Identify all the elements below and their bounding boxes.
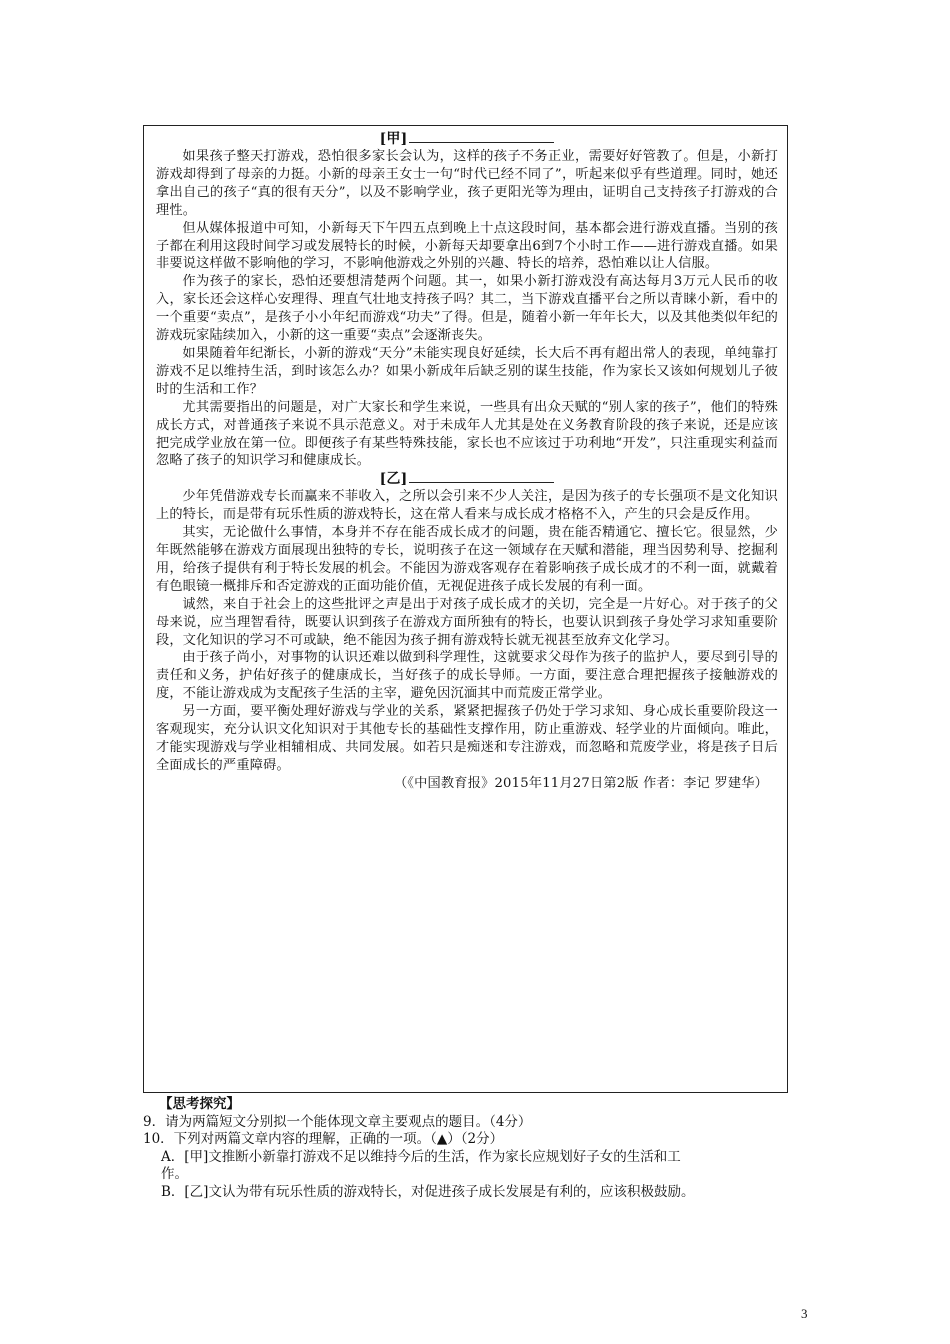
jia-paragraph-5: 尤其需要指出的问题是，对广大家长和学生来说，一些具有出众天赋的“别人家的孩子”，他们的特殊成长方式，对普通孩子来说不具示范意义。对于未成年人尤其是处在义务教育阶段的孩子来说，还是应该把完成学业放在第一位。即便孩子有某些特殊技能，家长也不应该过于功利地“开发”，只注重现实利益而忽略了孩子的知识学习和健康成长。 [156, 399, 778, 469]
section-jia-heading: [甲] [156, 130, 778, 148]
option-b-text: B．[乙]文认为带有玩乐性质的游戏特长，对促进孩子成长发展是有利的，应该积极鼓励。 [161, 1183, 695, 1200]
option-a-text-cont: 作。 [161, 1166, 188, 1183]
title-blank-jia[interactable] [409, 130, 554, 143]
source-citation: （《中国教育报》2015年11月27日第2版 作者：李记 罗建华） [393, 775, 768, 791]
passage-text [156, 130, 778, 793]
page-number: 3 [801, 1306, 808, 1321]
yi-paragraph-5: 另一方面，要平衡处理好游戏与学业的关系，紧紧把握孩子仍处于学习求知、身心成长重要阶段这一客观现实，充分认识文化知识对于其他专长的基础性支撑作用，防止重游戏、轻学业的片面倾向。唯此，才能实现游戏与学业相辅相成、共同发展。如若只是痴迷和专注游戏，而忽略和荒废学业，将是孩子日后全面成长的严重障碍。 [156, 704, 778, 773]
yi-paragraph-4: 由于孩子尚小，对事物的认识还难以做到科学理性，这就要求父母作为孩子的监护人，要尽到引导的责任和义务，护佑好孩子的健康成长，当好孩子的成长导师。一方面，要注意合理把握孩子接触游戏的度，不能让游戏成为支配孩子生活的主宰，避免因沉湎其中而荒废正常学业。 [156, 650, 778, 702]
question-9: 9．请为两篇短文分别拟一个能体现文章主要观点的题目。（4分） [143, 1113, 532, 1130]
jia-paragraph-3: 作为孩子的家长，恐怕还要想清楚两个问题。其一，如果小新打游戏没有高达每月3万元人民币的收入，家长还会这样心安理得、理直气壮地支持孩子吗？其二，当下游戏直播平台之所以青睐小新，看中的一个重要“卖点”，是孩子小小年纪而游戏“功夫”了得。但是，随着小新一年年长大，以及其他类似年纪的游戏玩家陆续加入，小新的这一重要“卖点”会逐渐丧失。 [156, 274, 778, 344]
title-blank-yi[interactable] [409, 470, 554, 483]
option-a[interactable] [143, 1149, 823, 1184]
question-10: 10．下列对两篇文章内容的理解，正确的一项。（▲）（2分） [143, 1131, 504, 1148]
jia-paragraph-1: 如果孩子整天打游戏，恐怕很多家长会认为，这样的孩子不务正业，需要好好管教了。但是，小新打游戏却得到了母亲的力挺。小新的母亲王女士一句“时代已经不同了”，听起来似乎有些道理。同时，她还拿出自己的孩子“真的很有天分”，以及不影响学业，孩子更阳光等为理由，证明自己支持孩子打游戏的合理性。 [156, 149, 778, 218]
yi-paragraph-2: 其实，无论做什么事情，本身并不存在能否成长成才的问题，贵在能否精通它、擅长它。很显然，少年既然能够在游戏方面展现出独特的专长，说明孩子在这一领域存在天赋和潜能，理当因势利导、挖掘利用，给孩子提供有利于特长发展的机会。不能因为游戏客观存在着影响孩子成长成才的不利一面，就戴着有色眼镜一概排斥和否定游戏的正面功能价值，无视促进孩子成长发展的有利一面。 [156, 525, 778, 594]
yi-paragraph-1: 少年凭借游戏专长而赢来不菲收入，之所以会引来不少人关注，是因为孩子的专长强项不是文化知识上的特长，而是带有玩乐性质的游戏特长，这在常人看来与成长成才格格不入，产生的只会是反作用。 [156, 489, 778, 523]
jia-paragraph-2: 但从媒体报道中可知，小新每天下午四五点到晚上十点这段时间，基本都会进行游戏直播。当别的孩子都在利用这段时间学习或发展特长的时候，小新每天却要拿出6到7个小时工作——进行游戏直播。如果非要说这样做不影响他的学习，不影响他游戏之外别的兴趣、特长的培养，恐怕难以让人信服。 [156, 220, 778, 272]
questions-heading: 【思考探究】 [159, 1096, 240, 1112]
yi-paragraph-3: 诚然，来自于社会上的这些批评之声是出于对孩子成长成才的关切，完全是一片好心。对于孩子的父母来说，应当理智看待，既要认识到孩子在游戏方面所独有的特长，也要认识到孩子身处学习求知重要阶段，文化知识的学习不可或缺，绝不能因为孩子拥有游戏特长就无视甚至放弃文化学习。 [156, 596, 778, 648]
jia-paragraph-4: 如果随着年纪渐长，小新的游戏“天分”未能实现良好延续，长大后不再有超出常人的表现，单纯靠打游戏不足以维持生活，到时该怎么办？如果小新成年后缺乏别的谋生技能，作为家长又该如何规划儿子彼时的生活和工作？ [156, 345, 778, 397]
section-yi-heading: [乙] [156, 470, 778, 488]
questions-section [143, 1096, 823, 1202]
option-b[interactable] [143, 1184, 823, 1202]
option-a-text: A．[甲]文推断小新靠打游戏不足以维持今后的生活，作为家长应规划好子女的生活和工 [161, 1148, 681, 1165]
